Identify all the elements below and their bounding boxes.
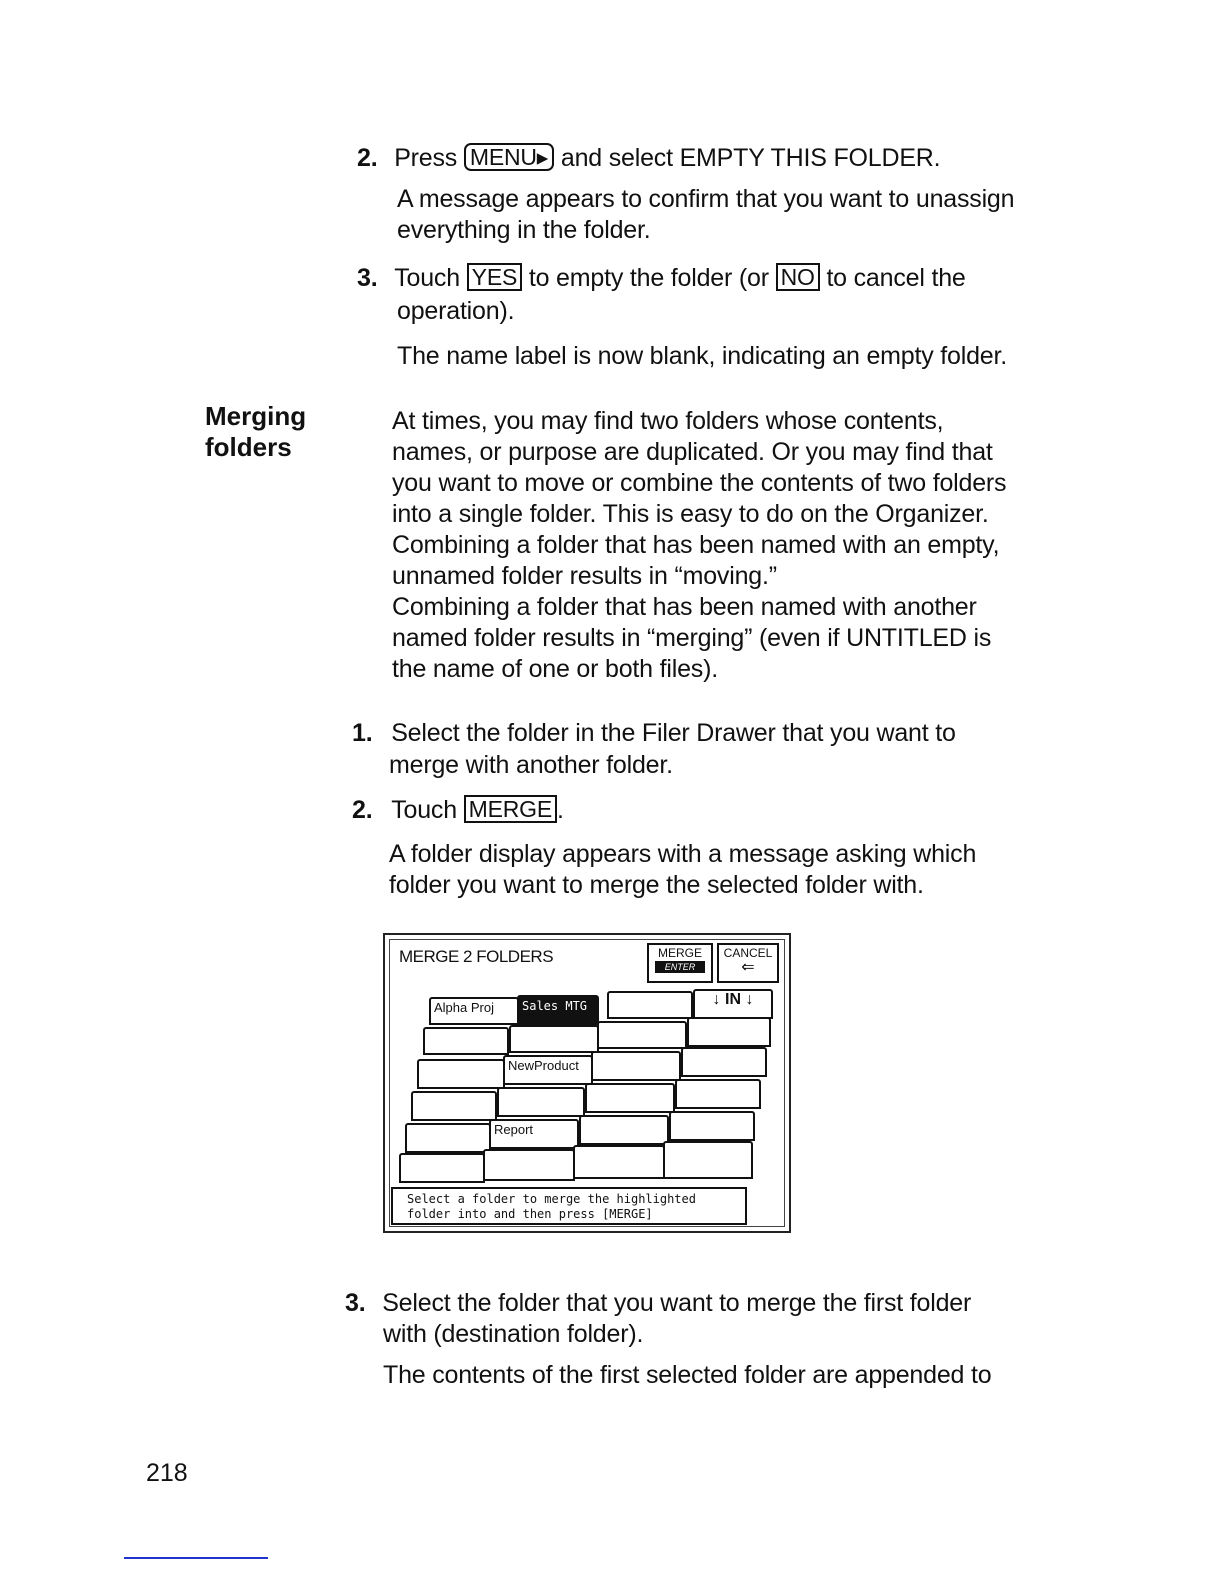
note-line: folder you want to merge the selected folder with. <box>389 871 924 899</box>
return-arrow-icon: ⇐ <box>741 959 755 976</box>
merge-step-3-cont <box>383 1319 643 1350</box>
folder-tab-label: Alpha Proj <box>434 1000 494 1015</box>
side-heading-line: folders <box>205 432 292 462</box>
folder-tab-empty[interactable] <box>497 1087 585 1117</box>
folder-tab-empty[interactable] <box>405 1123 491 1153</box>
step-text: operation). <box>397 297 515 325</box>
para-line: you want to move or combine the contents of two folders <box>392 469 1007 497</box>
note-line: A folder display appears with a message asking which <box>389 840 977 868</box>
note-line: everything in the folder. <box>397 216 651 244</box>
merge-step-1 <box>352 718 1052 749</box>
folder-tab-empty[interactable] <box>399 1153 485 1183</box>
folder-tab-empty[interactable] <box>607 991 693 1019</box>
step-number: 3. <box>357 264 378 292</box>
page-number: 218 <box>146 1459 188 1487</box>
message-line: folder into and then press [MERGE] <box>407 1207 653 1221</box>
merge-button[interactable] <box>647 943 713 983</box>
step-number: 3. <box>345 1289 366 1317</box>
folder-tab-empty[interactable] <box>591 1051 681 1081</box>
step-text: merge with another folder. <box>389 751 673 779</box>
step-text: . <box>557 796 564 824</box>
folder-tab-empty[interactable] <box>417 1059 505 1089</box>
folder-tab-empty[interactable] <box>483 1149 575 1181</box>
in-label: ↓ IN ↓ <box>712 991 754 1008</box>
side-heading <box>205 401 306 463</box>
step-text: Touch <box>394 264 460 292</box>
note-text: The contents of the first selected folder are appended to <box>383 1361 992 1389</box>
step-2-empty <box>357 143 1057 174</box>
step-text: and select EMPTY THIS FOLDER. <box>560 144 941 172</box>
folder-tab-label: NewProduct <box>508 1058 579 1073</box>
folder-tab-empty[interactable] <box>675 1079 761 1109</box>
folder-tab-sales-mtg[interactable] <box>517 995 599 1025</box>
merge-button-label: MERGE <box>657 946 702 960</box>
para-line: Combining a folder that has been named with an empty, <box>392 531 1000 559</box>
yes-key: YES <box>467 263 522 291</box>
step-text: Select the folder in the Filer Drawer that you want to <box>391 719 956 747</box>
merging-paragraph <box>392 406 1092 685</box>
in-tab[interactable] <box>693 989 773 1019</box>
merge-step-2 <box>352 795 1052 826</box>
folder-tab-label: Report <box>494 1122 534 1137</box>
folder-tab-newproduct[interactable] <box>503 1055 593 1085</box>
merge-screen-figure <box>383 933 791 1233</box>
folder-tab-alpha-proj[interactable] <box>429 997 519 1025</box>
folder-tab-empty[interactable] <box>411 1091 497 1121</box>
step-number: 2. <box>357 144 378 172</box>
folder-tab-empty[interactable] <box>687 1017 771 1047</box>
folder-tab-empty[interactable] <box>573 1145 665 1179</box>
step-text: Touch <box>391 796 457 824</box>
step-2-note <box>397 184 1097 246</box>
folder-tab-empty[interactable] <box>585 1083 675 1113</box>
merge-step-2-note <box>389 839 1089 901</box>
message-line: Select a folder to merge the highlighted <box>407 1192 696 1206</box>
enter-key-label: ENTER <box>655 961 705 973</box>
merge-key: MERGE <box>464 795 557 823</box>
step-number: 1. <box>352 719 373 747</box>
para-line: names, or purpose are duplicated. Or you may find that <box>392 438 993 466</box>
para-line: Combining a folder that has been named with another <box>392 593 977 621</box>
step-text: to empty the folder (or <box>528 264 769 292</box>
folder-tab-report[interactable] <box>489 1119 579 1149</box>
step-3-cont <box>397 296 514 327</box>
step-number: 2. <box>352 796 373 824</box>
step-text: with (destination folder). <box>383 1320 644 1348</box>
folder-tab-empty[interactable] <box>669 1111 755 1141</box>
footer-rule <box>124 1557 268 1559</box>
side-heading-line: Merging <box>205 401 307 431</box>
folder-tab-empty[interactable] <box>423 1027 509 1055</box>
merge-instruction-message <box>391 1187 747 1225</box>
folder-tab-empty[interactable] <box>663 1141 753 1179</box>
cancel-button-label: CANCEL <box>723 946 773 960</box>
para-line: the name of one or both files). <box>392 655 718 683</box>
name-label-note <box>397 341 1097 372</box>
note-line: A message appears to confirm that you want to unassign <box>397 185 1015 213</box>
step-text: to cancel the <box>826 264 966 292</box>
merge-step-3 <box>345 1288 1065 1319</box>
cancel-button[interactable] <box>717 943 779 983</box>
merge-step-1-cont <box>389 750 673 781</box>
para-line: named folder results in “merging” (even if UNTITLED is <box>392 624 992 652</box>
para-line: unnamed folder results in “moving.” <box>392 562 777 590</box>
step-text: Select the folder that you want to merge the first folder <box>382 1289 972 1317</box>
note-text: The name label is now blank, indicating an empty folder. <box>397 342 1007 370</box>
folder-tab-empty[interactable] <box>597 1021 687 1049</box>
step-text: Press <box>394 144 458 172</box>
para-line: into a single folder. This is easy to do on the Organizer. <box>392 500 989 528</box>
folder-tab-empty[interactable] <box>579 1115 669 1145</box>
folder-tab-empty[interactable] <box>681 1047 767 1077</box>
menu-key: MENU▸ <box>464 143 554 171</box>
step-3-touch-yes <box>357 263 1077 294</box>
folder-tab-label: Sales MTG <box>522 999 588 1013</box>
no-key: NO <box>776 263 820 291</box>
merge-step-3-note <box>383 1360 1083 1391</box>
para-line: At times, you may find two folders whose contents, <box>392 407 944 435</box>
screen-title: MERGE 2 FOLDERS <box>399 947 554 966</box>
folder-tab-empty[interactable] <box>509 1025 599 1053</box>
